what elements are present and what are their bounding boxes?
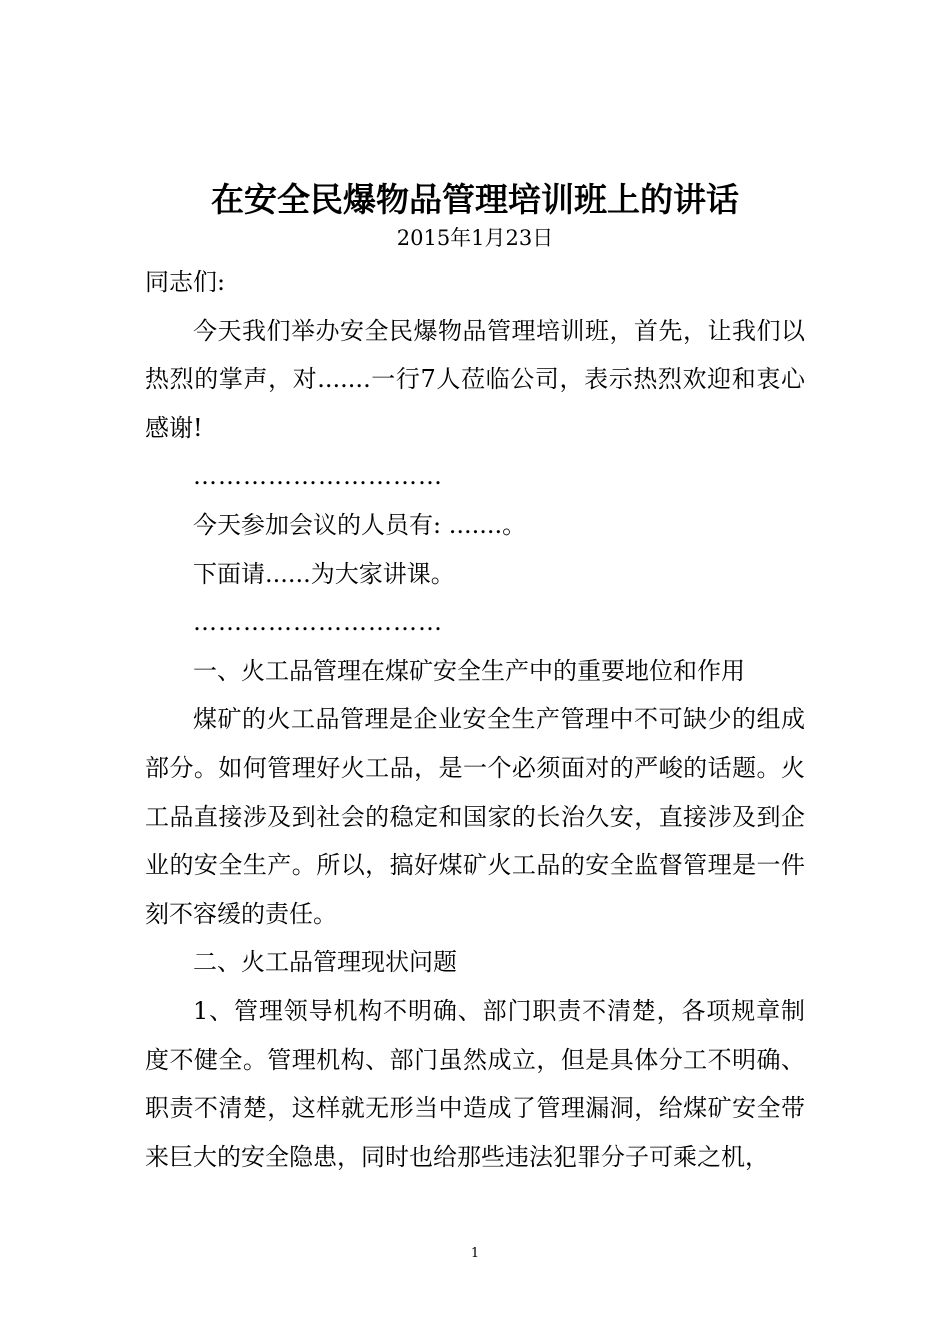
- paragraph-issue-1: 1、管理领导机构不明确、部门职责不清楚，各项规章制度不健全。管理机构、部门虽然成立，但是具体分工不明确、职责不清楚，这样就无形当中造成了管理漏洞，给煤矿安全带来巨大的安全隐患，同时也给那些违法犯罪分子可乘之机，: [145, 996, 805, 1171]
- paragraph-ellipsis-2: …………………………: [193, 608, 443, 637]
- paragraph-attendees: 今天参加会议的人员有: .......。: [193, 510, 527, 539]
- section-heading-1: 一、火工品管理在煤矿安全生产中的重要地位和作用: [193, 656, 745, 685]
- paragraph-lecture: 下面请......为大家讲课。: [193, 559, 455, 588]
- document-body: [145, 258, 805, 1181]
- document-title: 在安全民爆物品管理培训班上的讲话: [211, 180, 739, 219]
- paragraph-welcome: 今天我们举办安全民爆物品管理培训班，首先，让我们以热烈的掌声，对.......一行7人莅临公司，表示热烈欢迎和衷心感谢!: [145, 316, 805, 442]
- document-date: 2015年1月23日: [396, 226, 554, 250]
- paragraph-importance: 煤矿的火工品管理是企业安全生产管理中不可缺少的组成部分。如何管理好火工品，是一个必须面对的严峻的话题。火工品直接涉及到社会的稳定和国家的长治久安，直接涉及到企业的安全生产。所以，搞好煤矿火工品的安全监督管理是一件刻不容缓的责任。: [145, 705, 805, 928]
- paragraph-ellipsis-1: …………………………: [193, 462, 443, 491]
- salutation: 同志们:: [145, 268, 226, 296]
- page-number: 1: [470, 1246, 480, 1261]
- section-heading-2: 二、火工品管理现状问题: [193, 948, 457, 977]
